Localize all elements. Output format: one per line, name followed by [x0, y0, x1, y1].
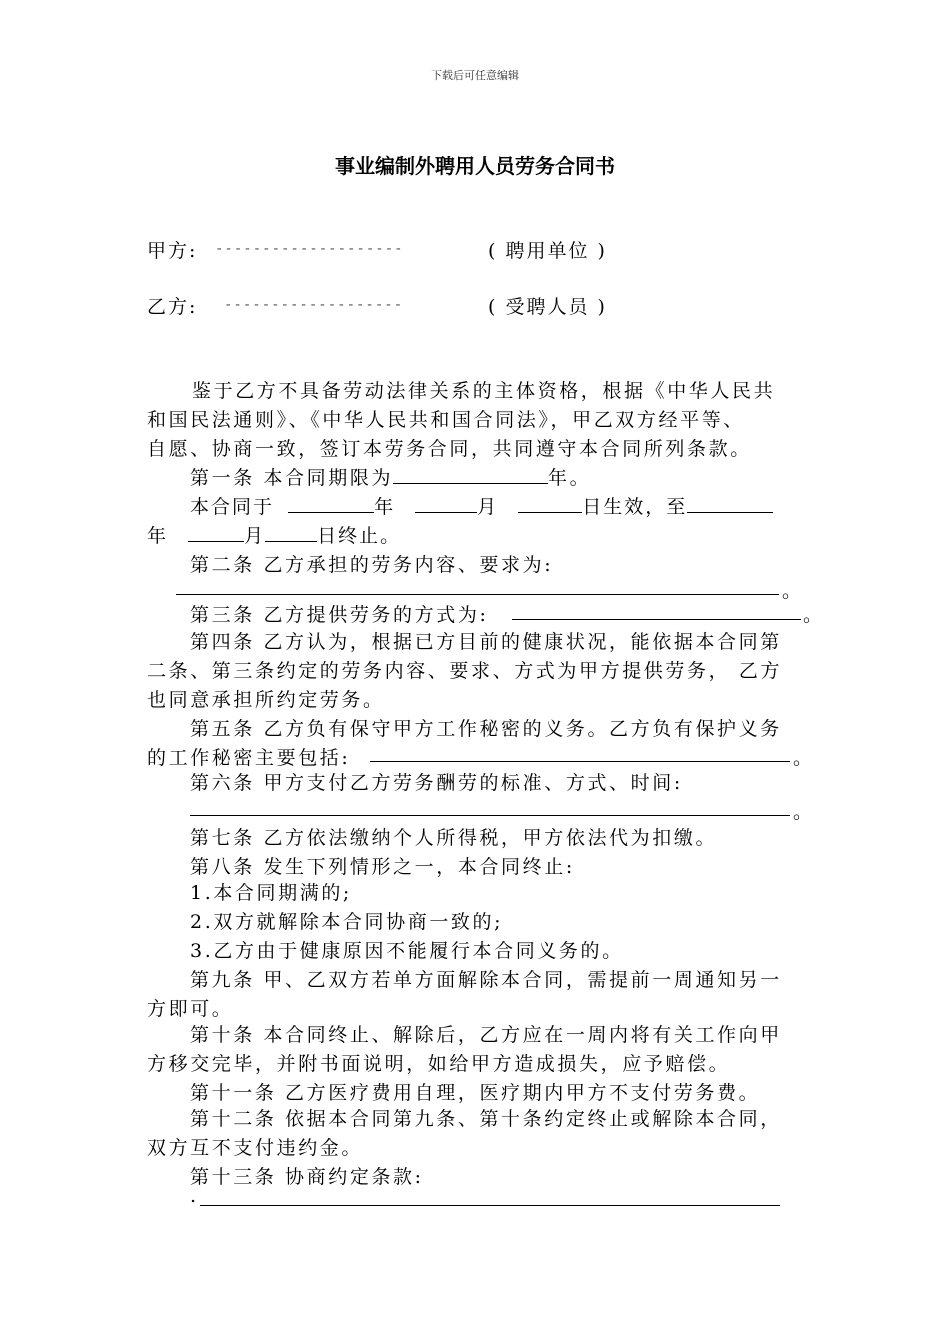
- date-text: 年: [147, 525, 169, 547]
- article-2-blank[interactable]: [176, 594, 779, 595]
- article-8: 第八条 发生下列情形之一，本合同终止:: [190, 856, 575, 878]
- article-4-cont: 二条、第三条约定的劳务内容、要求、方式为甲方提供劳务， 乙方: [147, 660, 783, 682]
- article-2-end: 。: [782, 580, 804, 602]
- article-5: 第五条 乙方负有保守甲方工作秘密的义务。乙方负有保护义务: [190, 718, 782, 740]
- article-1-text: 第一条 本合同期限为: [190, 467, 394, 489]
- article-8-item: 2.双方就解除本合同协商一致的;: [190, 911, 504, 933]
- article-9: 第九条 甲、乙双方若单方面解除本合同，需提前一周通知另一: [190, 969, 782, 991]
- article-11: 第十一条 乙方医疗费用自理，医疗期内甲方不支付劳务费。: [190, 1082, 761, 1104]
- party-b-label: 乙方:: [147, 296, 198, 318]
- party-a-note: ( 聘用单位 ): [488, 240, 607, 262]
- article-6: 第六条 甲方支付乙方劳务酬劳的标准、方式、时间:: [190, 772, 683, 794]
- article-13-blank[interactable]: [200, 1205, 780, 1206]
- party-b-note: ( 受聘人员 ): [488, 296, 607, 318]
- article-10: 第十条 本合同终止、解除后，乙方应在一周内将有关工作向甲: [190, 1024, 782, 1046]
- start-year-blank[interactable]: [288, 494, 374, 513]
- term-years-blank[interactable]: [393, 465, 548, 484]
- article-5-cont: 的工作秘密主要包括:: [147, 747, 351, 769]
- article-4: 第四条 乙方认为，根据已方目前的健康状况，能依据本合同第: [190, 631, 782, 653]
- date-text: 月: [244, 525, 266, 547]
- date-text: 日生效，至: [582, 496, 688, 518]
- article-2: 第二条 乙方承担的劳务内容、要求为:: [190, 554, 554, 576]
- article-8-item: 1.本合同期满的;: [190, 882, 352, 904]
- preamble-line: 鉴于乙方不具备劳动法律关系的主体资格，根据《中华人民共: [192, 380, 776, 402]
- article-12-cont: 双方互不支付违约金。: [147, 1137, 364, 1159]
- party-a-blank[interactable]: --------------------: [215, 241, 404, 257]
- article-12: 第十二条 依据本合同第九条、第十条约定终止或解除本合同，: [190, 1108, 782, 1130]
- start-month-blank[interactable]: [415, 494, 477, 513]
- preamble-line: 自愿、协商一致，签订本劳务合同，共同遵守本合同所列条款。: [147, 438, 752, 460]
- effective-date-line: [190, 492, 773, 519]
- article-9-cont: 方即可。: [147, 998, 234, 1020]
- article-8-item: 3.乙方由于健康原因不能履行本合同义务的。: [190, 940, 624, 962]
- article-4-cont: 也同意承担所约定劳务。: [147, 689, 385, 711]
- party-a-label: 甲方:: [147, 240, 198, 262]
- article-7: 第七条 乙方依法缴纳个人所得税，甲方依法代为扣缴。: [190, 827, 718, 849]
- article-3: 第三条 乙方提供劳务的方式为:: [190, 604, 489, 626]
- article-5-blank[interactable]: [370, 761, 790, 762]
- date-text: 日终止。: [317, 525, 402, 547]
- end-day-blank[interactable]: [265, 523, 317, 542]
- date-text: 月: [477, 496, 499, 518]
- date-text: 年: [374, 496, 396, 518]
- article-13: 第十三条 协商约定条款:: [190, 1166, 424, 1188]
- article-10-cont: 方移交完毕，并附书面说明，如给甲方造成损失，应予赔偿。: [147, 1053, 731, 1075]
- article-6-blank[interactable]: [190, 815, 790, 816]
- article-13-dot: .: [190, 1185, 199, 1207]
- article-1: [190, 463, 591, 490]
- party-b-blank[interactable]: -------------------: [224, 297, 404, 313]
- end-month-blank[interactable]: [188, 523, 244, 542]
- article-1-suffix: 年。: [548, 467, 592, 489]
- article-6-end: 。: [793, 801, 815, 823]
- article-3-end: 。: [803, 604, 825, 626]
- end-date-line: [147, 521, 401, 548]
- preamble-line: 和国民法通则》、《中华人民共和国合同法》，甲乙双方经平等、: [147, 409, 745, 431]
- date-text: 本合同于: [190, 496, 275, 518]
- article-3-blank[interactable]: [512, 619, 801, 620]
- article-5-end: 。: [793, 747, 815, 769]
- header-note: 下载后可任意编辑: [431, 69, 519, 82]
- start-day-blank[interactable]: [518, 494, 582, 513]
- end-year-blank[interactable]: [687, 494, 773, 513]
- document-title: 事业编制外聘用人员劳务合同书: [335, 154, 615, 178]
